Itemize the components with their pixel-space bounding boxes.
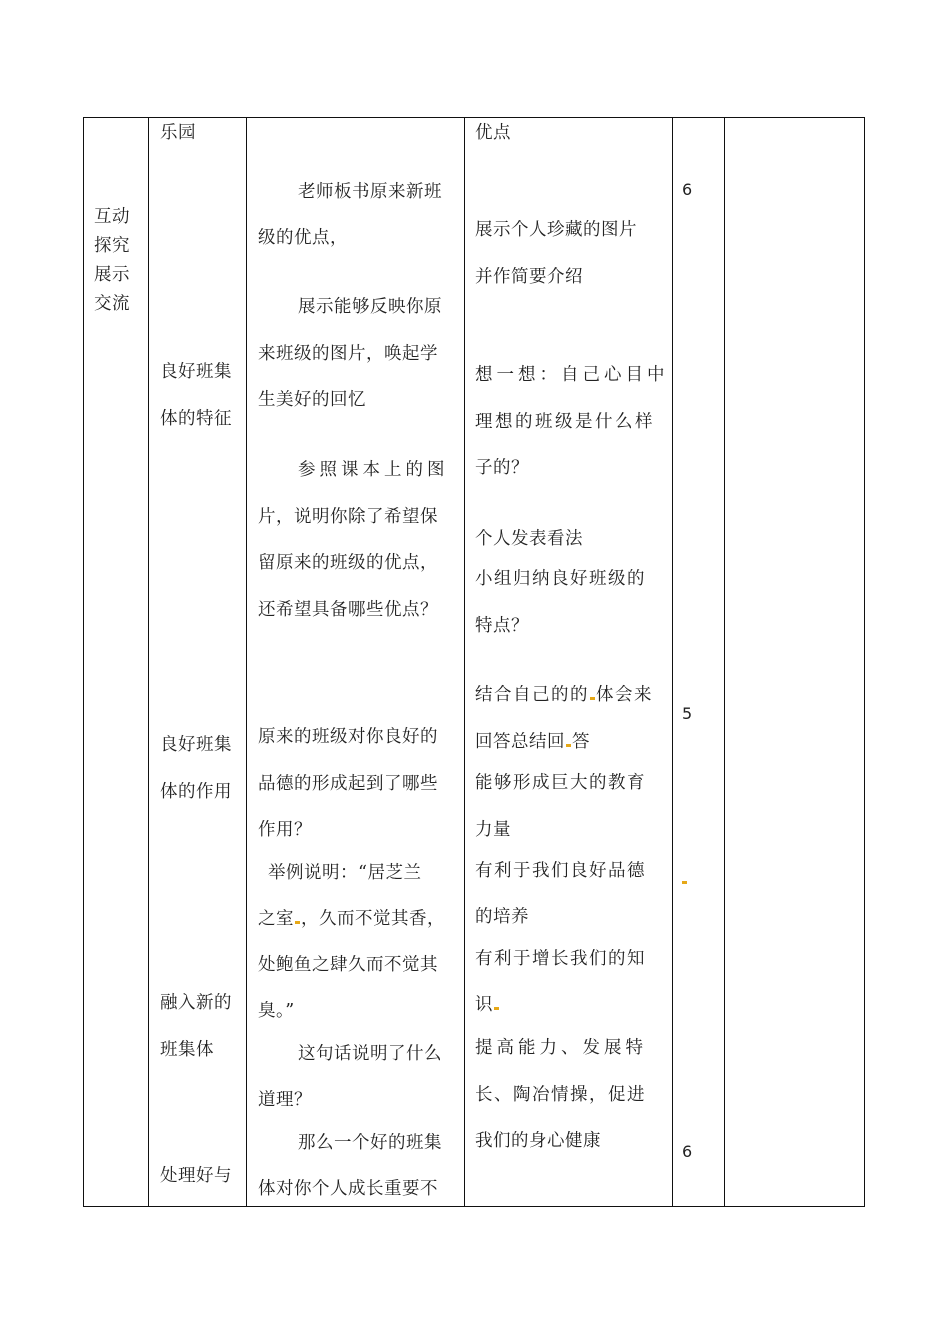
topic-line: 体的特征: [160, 409, 232, 429]
student-text-line: 特点？: [475, 616, 529, 636]
student-text-line: 小组归纳良好班级的: [475, 569, 646, 589]
student-text-line: 个人发表看法: [475, 529, 583, 549]
student-text-line: 提高能力、发展特: [475, 1038, 647, 1058]
column-divider: [672, 118, 673, 1206]
teacher-text-line: 臭。”: [258, 1001, 295, 1021]
edit-mark: [494, 1007, 499, 1010]
topic-line: 融入新的: [160, 993, 232, 1013]
student-text-line: 识: [475, 994, 500, 1016]
student-text-line: 的培养: [475, 907, 529, 927]
teacher-text-line: 还希望具备哪些优点？: [258, 600, 438, 620]
student-text-line: 长、陶冶情操，促进: [475, 1085, 646, 1105]
student-text-line: 子的？: [475, 458, 529, 478]
teacher-text-line: 参照课本上的图: [298, 460, 449, 480]
stage-label-line: 探究: [94, 236, 130, 256]
student-text-line: 有利于增长我们的知: [475, 949, 646, 969]
teacher-text-line: 那么一个好的班集: [298, 1133, 442, 1153]
student-text-line: 优点: [475, 123, 511, 143]
teacher-text-line: 老师板书原来新班: [298, 182, 442, 202]
edit-mark: [295, 921, 300, 924]
topic-line: 乐园: [160, 123, 196, 143]
column-divider: [148, 118, 149, 1206]
topic-line: 体的作用: [160, 782, 232, 802]
topic-line: 良好班集: [160, 735, 232, 755]
stage-label-line: 展示: [94, 265, 130, 285]
teacher-text-line: 生美好的回忆: [258, 390, 366, 410]
topic-line: 处理好与: [160, 1166, 232, 1186]
student-text-line: 能够形成巨大的教育: [475, 773, 646, 793]
stage-label-line: 互动: [94, 207, 130, 227]
teacher-text-line: 作用？: [258, 820, 312, 840]
teacher-text-line: 之室 ，久而不觉其香，: [258, 909, 445, 929]
teacher-text-line: 留原来的班级的优点，: [258, 553, 438, 573]
student-text-line: 有利于我们良好品德: [475, 861, 646, 881]
teacher-text-line: 品德的形成起到了哪些: [258, 774, 438, 794]
student-text-line: 回答总结回 答: [475, 732, 590, 752]
student-text-line: 我们的身心健康: [475, 1131, 601, 1151]
time-value: 6: [682, 1142, 693, 1161]
teacher-text-line: 处鲍鱼之肆久而不觉其: [258, 955, 438, 975]
column-divider: [464, 118, 465, 1206]
teacher-text-line: 级的优点，: [258, 228, 348, 248]
edit-mark: [566, 744, 571, 747]
time-value: 6: [682, 180, 693, 199]
student-text-line: 力量: [475, 820, 511, 840]
student-text-line: 想一想：自己心目中: [475, 365, 669, 385]
edit-mark: [590, 697, 595, 700]
teacher-text-line: 来班级的图片，唤起学: [258, 344, 438, 364]
teacher-text-line: 举例说明：“居芝兰: [268, 863, 422, 883]
student-text-line: 展示个人珍藏的图片: [475, 220, 637, 240]
column-divider: [246, 118, 247, 1206]
edit-mark: [682, 881, 687, 884]
student-text-line: 理想的班级是什么样: [475, 412, 655, 432]
teacher-text-line: 体对你个人成长重要不: [258, 1179, 438, 1199]
stage-label-line: 交流: [94, 294, 130, 314]
student-text-line: 并作简要介绍: [475, 267, 583, 287]
topic-line: 班集体: [160, 1040, 214, 1060]
teacher-text-line: 这句话说明了什么: [298, 1044, 442, 1064]
teacher-text-line: 原来的班级对你良好的: [258, 727, 438, 747]
student-text-line: 结合自己的的 体会来: [475, 685, 653, 705]
time-value: 5: [682, 704, 693, 723]
topic-line: 良好班集: [160, 362, 232, 382]
teacher-text-line: 片，说明你除了希望保: [258, 507, 438, 527]
column-divider: [724, 118, 725, 1206]
teacher-text-line: 展示能够反映你原: [298, 297, 442, 317]
teacher-text-line: 道理？: [258, 1090, 312, 1110]
